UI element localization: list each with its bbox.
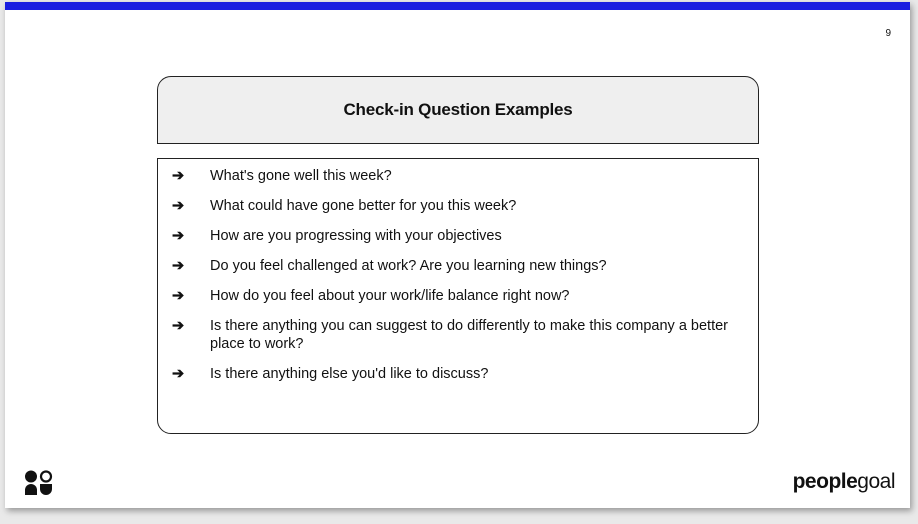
- question-text: Do you feel challenged at work? Are you learning new things?: [210, 258, 607, 274]
- title-box: [157, 76, 759, 144]
- arrow-icon: ➔: [172, 366, 185, 382]
- arrow-icon: ➔: [172, 228, 185, 244]
- slide-title: Check-in Question Examples: [343, 100, 573, 119]
- brand-wordmark: [793, 470, 895, 494]
- brand-bold: people: [792, 470, 858, 493]
- question-text: How are you progressing with your objectives: [210, 228, 502, 244]
- arrow-icon: ➔: [172, 288, 185, 304]
- question-text: Is there anything you can suggest to do differently to make this company a better place to work?: [210, 318, 729, 352]
- list-item: [172, 197, 744, 215]
- arrow-icon: ➔: [172, 318, 185, 334]
- list-item: [172, 227, 744, 245]
- slide: [5, 2, 910, 508]
- question-list: [157, 158, 759, 434]
- question-text: Is there anything else you'd like to discuss?: [210, 366, 489, 382]
- list-item: [172, 287, 744, 305]
- arrow-icon: ➔: [172, 258, 185, 274]
- list-item: [172, 167, 744, 185]
- top-accent-bar: [5, 2, 910, 10]
- arrow-icon: ➔: [172, 198, 185, 214]
- list-item: [172, 365, 744, 383]
- arrow-icon: ➔: [172, 168, 185, 184]
- question-text: What's gone well this week?: [210, 168, 392, 184]
- peoplegoal-logo-icon: [24, 470, 54, 496]
- page-number: 9: [885, 28, 891, 39]
- list-item: [172, 317, 744, 353]
- question-text: How do you feel about your work/life balance right now?: [210, 288, 570, 304]
- list-item: [172, 257, 744, 275]
- brand-light: goal: [857, 470, 895, 493]
- question-text: What could have gone better for you this week?: [210, 198, 517, 214]
